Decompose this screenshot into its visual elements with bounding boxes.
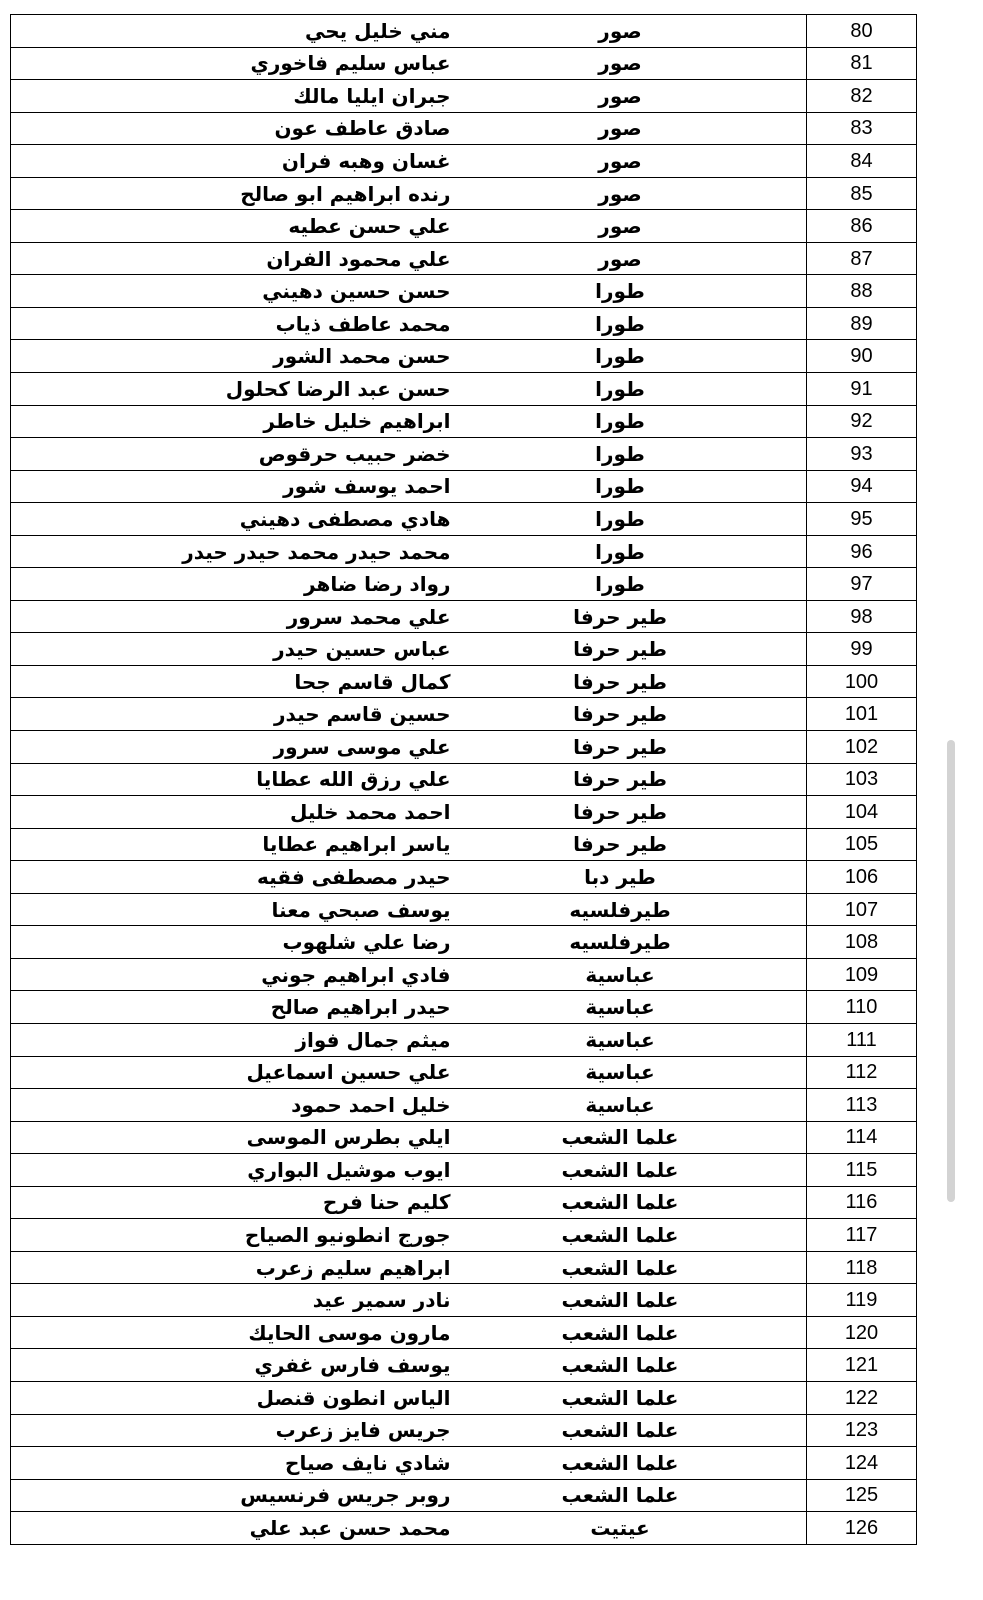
name-cell: هادي مصطفى دهيني: [11, 503, 467, 536]
place-cell: [467, 763, 807, 796]
number-cell: 120: [807, 1316, 917, 1349]
name-cell: حيدر ابراهيم صالح: [11, 991, 467, 1024]
table-row: [11, 1056, 917, 1089]
name-cell: نادر سمير عيد: [11, 1284, 467, 1317]
number-cell: 95: [807, 503, 917, 536]
name-cell: علي حسين اسماعيل: [11, 1056, 467, 1089]
name-cell: جورج انطونيو الصياح: [11, 1219, 467, 1252]
place-label: طورا: [595, 311, 645, 336]
number-cell: 107: [807, 893, 917, 926]
table-row: [11, 503, 917, 536]
table-row: [11, 210, 917, 243]
name-cell: حسن حسين دهيني: [11, 275, 467, 308]
table-row: [11, 1154, 917, 1187]
table-row: [11, 991, 917, 1024]
place-cell: [467, 991, 807, 1024]
place-label: صور: [598, 51, 642, 76]
number-cell: 99: [807, 633, 917, 666]
table-row: [11, 1316, 917, 1349]
name-cell: خليل احمد حمود: [11, 1089, 467, 1122]
number-cell: 117: [807, 1219, 917, 1252]
name-cell: ايلي بطرس الموسى: [11, 1121, 467, 1154]
name-cell: علي محمود الفران: [11, 242, 467, 275]
place-label: طورا: [595, 506, 645, 531]
name-cell: مني خليل يحي: [11, 15, 467, 48]
place-label: علما الشعب: [561, 1418, 679, 1443]
place-label: طير حرفا: [573, 799, 667, 824]
place-label: صور: [598, 18, 642, 43]
place-label: طير حرفا: [573, 669, 667, 694]
place-cell: [467, 1186, 807, 1219]
place-cell: [467, 80, 807, 113]
number-cell: 83: [807, 112, 917, 145]
table-row: [11, 1512, 917, 1545]
table-row: [11, 242, 917, 275]
place-cell: [467, 861, 807, 894]
place-label: طير حرفا: [573, 832, 667, 857]
number-cell: 111: [807, 1023, 917, 1056]
table-row: [11, 633, 917, 666]
place-label: طير حرفا: [573, 637, 667, 662]
place-label: صور: [598, 148, 642, 173]
name-cell: يوسف صبحي معنا: [11, 893, 467, 926]
name-cell: محمد حيدر محمد حيدر حيدر: [11, 535, 467, 568]
name-cell: محمد حسن عبد علي: [11, 1512, 467, 1545]
place-label: علما الشعب: [561, 1288, 679, 1313]
number-cell: 94: [807, 470, 917, 503]
table-row: [11, 1349, 917, 1382]
number-cell: 81: [807, 47, 917, 80]
table-row: [11, 828, 917, 861]
number-cell: 115: [807, 1154, 917, 1187]
place-cell: [467, 1512, 807, 1545]
place-cell: [467, 15, 807, 48]
place-label: عباسية: [585, 962, 655, 987]
number-cell: 109: [807, 958, 917, 991]
name-cell: جريس فايز زعرب: [11, 1414, 467, 1447]
table-row: [11, 926, 917, 959]
place-label: طير حرفا: [573, 604, 667, 629]
table-row: [11, 1447, 917, 1480]
number-cell: 101: [807, 698, 917, 731]
number-cell: 112: [807, 1056, 917, 1089]
place-label: صور: [598, 214, 642, 239]
table-row: [11, 893, 917, 926]
place-label: طورا: [595, 539, 645, 564]
table-row: [11, 1284, 917, 1317]
number-cell: 123: [807, 1414, 917, 1447]
place-cell: [467, 438, 807, 471]
place-cell: [467, 145, 807, 178]
name-cell: كمال قاسم جحا: [11, 665, 467, 698]
number-cell: 80: [807, 15, 917, 48]
table-row: [11, 861, 917, 894]
number-cell: 108: [807, 926, 917, 959]
place-label: طورا: [595, 344, 645, 369]
table-row: [11, 405, 917, 438]
number-cell: 88: [807, 275, 917, 308]
name-cell: احمد يوسف شور: [11, 470, 467, 503]
name-cell: ايوب موشيل البواري: [11, 1154, 467, 1187]
name-cell: عباس سليم فاخوري: [11, 47, 467, 80]
name-cell: حسن محمد الشور: [11, 340, 467, 373]
place-cell: [467, 242, 807, 275]
table-row: [11, 535, 917, 568]
name-cell: صادق عاطف عون: [11, 112, 467, 145]
place-label: طير حرفا: [573, 767, 667, 792]
table-row: [11, 340, 917, 373]
place-cell: [467, 340, 807, 373]
place-cell: [467, 405, 807, 438]
place-cell: [467, 926, 807, 959]
place-label: علما الشعب: [561, 1223, 679, 1247]
place-cell: [467, 893, 807, 926]
place-label: عباسية: [585, 995, 655, 1020]
place-label: طورا: [595, 572, 645, 597]
place-label: طيرفلسيه: [569, 930, 671, 955]
place-cell: [467, 307, 807, 340]
number-cell: 82: [807, 80, 917, 113]
number-cell: 97: [807, 568, 917, 601]
table-row: [11, 15, 917, 48]
number-cell: 125: [807, 1479, 917, 1512]
number-cell: 106: [807, 861, 917, 894]
number-cell: 102: [807, 731, 917, 764]
name-cell: رنده ابراهيم ابو صالح: [11, 177, 467, 210]
place-label: علما الشعب: [561, 1450, 679, 1475]
place-label: علما الشعب: [561, 1255, 679, 1280]
place-cell: [467, 275, 807, 308]
place-label: علما الشعب: [561, 1353, 679, 1378]
name-cell: غسان وهبه فران: [11, 145, 467, 178]
number-cell: 105: [807, 828, 917, 861]
place-cell: [467, 1316, 807, 1349]
table-row: [11, 665, 917, 698]
number-cell: 86: [807, 210, 917, 243]
name-cell: شادي نايف صياح: [11, 1447, 467, 1480]
number-cell: 100: [807, 665, 917, 698]
name-cell: حيدر مصطفى فقيه: [11, 861, 467, 894]
place-label: علما الشعب: [561, 1483, 679, 1508]
table-row: [11, 600, 917, 633]
place-label: عباسية: [585, 1092, 655, 1117]
name-cell: رواد رضا ضاهر: [11, 568, 467, 601]
name-cell: كليم حنا فرح: [11, 1186, 467, 1219]
name-cell: علي موسى سرور: [11, 731, 467, 764]
number-cell: 110: [807, 991, 917, 1024]
place-cell: [467, 112, 807, 145]
table-row: [11, 145, 917, 178]
number-cell: 90: [807, 340, 917, 373]
number-cell: 113: [807, 1089, 917, 1122]
place-label: طير حرفا: [573, 734, 667, 759]
place-label: طورا: [595, 279, 645, 304]
name-cell: رضا علي شلهوب: [11, 926, 467, 959]
name-cell: علي محمد سرور: [11, 600, 467, 633]
place-label: عباسية: [585, 1027, 655, 1052]
table-row: [11, 1121, 917, 1154]
place-label: طورا: [595, 474, 645, 499]
place-cell: [467, 1284, 807, 1317]
name-cell: احمد محمد خليل: [11, 796, 467, 829]
number-cell: 98: [807, 600, 917, 633]
place-cell: [467, 210, 807, 243]
place-label: طير دبا: [584, 864, 656, 889]
number-cell: 87: [807, 242, 917, 275]
name-cell: علي حسن عطيه: [11, 210, 467, 243]
table-row: [11, 796, 917, 829]
place-cell: [467, 600, 807, 633]
table-row: [11, 307, 917, 340]
place-label: عيتيت: [590, 1515, 650, 1540]
place-label: صور: [598, 83, 642, 108]
table-row: [11, 1414, 917, 1447]
number-cell: 124: [807, 1447, 917, 1480]
place-cell: [467, 503, 807, 536]
number-cell: 103: [807, 763, 917, 796]
names-table: [10, 14, 917, 1545]
number-cell: 121: [807, 1349, 917, 1382]
name-cell: مارون موسى الحايك: [11, 1316, 467, 1349]
table-row: [11, 275, 917, 308]
place-label: علما الشعب: [561, 1157, 679, 1182]
place-cell: [467, 698, 807, 731]
table-row: [11, 1381, 917, 1414]
place-cell: [467, 633, 807, 666]
name-cell: جبران ايليا مالك: [11, 80, 467, 113]
name-cell: خضر حبيب حرقوص: [11, 438, 467, 471]
place-label: علما الشعب: [561, 1320, 679, 1345]
name-cell: ابراهيم خليل خاطر: [11, 405, 467, 438]
table-row: [11, 1023, 917, 1056]
place-cell: [467, 1349, 807, 1382]
place-cell: [467, 568, 807, 601]
table-row: [11, 763, 917, 796]
number-cell: 92: [807, 405, 917, 438]
table-row: [11, 1479, 917, 1512]
place-cell: [467, 1023, 807, 1056]
number-cell: 85: [807, 177, 917, 210]
place-cell: [467, 731, 807, 764]
name-cell: حسين قاسم حيدر: [11, 698, 467, 731]
place-cell: [467, 373, 807, 406]
name-cell: يوسف فارس غفري: [11, 1349, 467, 1382]
table-body: [11, 15, 917, 1545]
place-cell: [467, 796, 807, 829]
place-label: طير حرفا: [573, 702, 667, 727]
table-row: [11, 112, 917, 145]
table-row: [11, 698, 917, 731]
place-cell: [467, 828, 807, 861]
name-cell: ميثم جمال فواز: [11, 1023, 467, 1056]
number-cell: 93: [807, 438, 917, 471]
table-row: [11, 80, 917, 113]
place-cell: [467, 1414, 807, 1447]
place-label: علما الشعب: [561, 1125, 679, 1150]
number-cell: 114: [807, 1121, 917, 1154]
place-cell: [467, 470, 807, 503]
place-cell: [467, 958, 807, 991]
table-row: [11, 438, 917, 471]
place-cell: [467, 177, 807, 210]
name-cell: روبر جريس فرنسيس: [11, 1479, 467, 1512]
number-cell: 84: [807, 145, 917, 178]
table-row: [11, 1089, 917, 1122]
table-row: [11, 1251, 917, 1284]
place-label: علما الشعب: [561, 1190, 679, 1215]
place-label: طيرفلسيه: [569, 897, 671, 922]
place-cell: [467, 1121, 807, 1154]
number-cell: 116: [807, 1186, 917, 1219]
place-cell: [467, 1219, 807, 1252]
place-cell: [467, 665, 807, 698]
place-cell: [467, 1479, 807, 1512]
place-cell: [467, 1381, 807, 1414]
number-cell: 119: [807, 1284, 917, 1317]
number-cell: 91: [807, 373, 917, 406]
table-row: [11, 470, 917, 503]
number-cell: 126: [807, 1512, 917, 1545]
number-cell: 96: [807, 535, 917, 568]
name-cell: محمد عاطف ذياب: [11, 307, 467, 340]
number-cell: 122: [807, 1381, 917, 1414]
place-label: صور: [598, 116, 642, 141]
place-cell: [467, 1089, 807, 1122]
name-cell: عباس حسين حيدر: [11, 633, 467, 666]
name-cell: ياسر ابراهيم عطايا: [11, 828, 467, 861]
table-row: [11, 373, 917, 406]
place-label: طورا: [595, 409, 645, 434]
place-label: علما الشعب: [561, 1385, 679, 1410]
place-cell: [467, 1251, 807, 1284]
vertical-scrollbar[interactable]: [947, 740, 955, 1202]
table-row: [11, 958, 917, 991]
number-cell: 118: [807, 1251, 917, 1284]
place-cell: [467, 1056, 807, 1089]
place-cell: [467, 1154, 807, 1187]
name-cell: الياس انطون قنصل: [11, 1381, 467, 1414]
name-cell: حسن عبد الرضا كحلول: [11, 373, 467, 406]
place-label: صور: [598, 181, 642, 206]
table-row: [11, 177, 917, 210]
table-row: [11, 1219, 917, 1252]
number-cell: 89: [807, 307, 917, 340]
table-row: [11, 1186, 917, 1219]
table-row: [11, 731, 917, 764]
place-cell: [467, 1447, 807, 1480]
place-label: صور: [598, 246, 642, 271]
place-label: طورا: [595, 441, 645, 466]
place-cell: [467, 47, 807, 80]
number-cell: 104: [807, 796, 917, 829]
table-row: [11, 47, 917, 80]
place-label: عباسية: [585, 1060, 655, 1085]
name-cell: ابراهيم سليم زعرب: [11, 1251, 467, 1284]
name-cell: علي رزق الله عطايا: [11, 763, 467, 796]
table-row: [11, 568, 917, 601]
name-cell: فادي ابراهيم جوني: [11, 958, 467, 991]
place-label: طورا: [595, 376, 645, 401]
place-cell: [467, 535, 807, 568]
